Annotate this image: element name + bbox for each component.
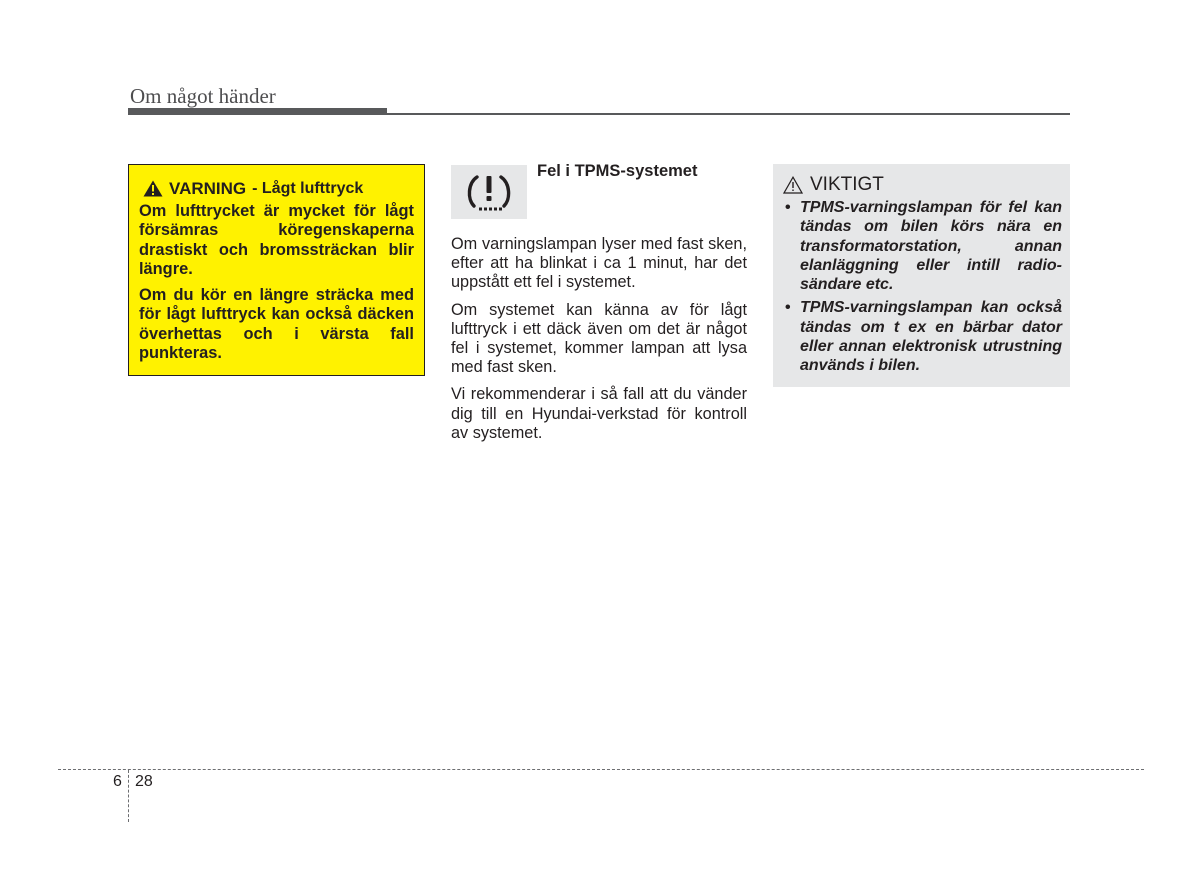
chapter-number: 6 <box>113 773 122 790</box>
footer-rule <box>58 769 1144 770</box>
page-header-title: Om något händer <box>130 84 276 108</box>
body-paragraph: Om systemet kan känna av för lågt lufttryck i ett däck även om det är något fel i systemet, kommer lampan att lysa med fast sken. <box>451 300 747 377</box>
warning-paragraph: Om du kör en längre sträcka med för lågt lufttryck kan också däcken överhettas och i värsta fall punkteras. <box>139 285 414 362</box>
header-rule-thick <box>128 108 387 115</box>
warning-heading <box>139 179 414 199</box>
tpms-body-text <box>451 235 747 451</box>
caution-triangle-icon <box>783 176 803 194</box>
list-item-text: TPMS-varningslampan kan också tändas om t ex en bärbar dator eller annan elektronisk utrustning används i bilen. <box>800 299 1062 375</box>
important-list <box>783 198 1062 376</box>
bullet-icon: • <box>785 299 791 317</box>
body-paragraph: Vi rekommenderar i så fall att du vänder dig till en Hyundai-verkstad för kontroll av systemet. <box>451 385 747 442</box>
important-heading <box>783 174 1062 196</box>
warning-paragraph: Om lufttrycket är mycket för lågt försämras köregenskaperna drastiskt och bromssträckan blir längre. <box>139 201 414 278</box>
warning-subtitle: - Lågt lufttryck <box>252 180 364 197</box>
list-item-text: TPMS-varningslampan för fel kan tändas om bilen körs nära en transformatorstation, annan elanläggning eller intill radio- sändare etc. <box>800 199 1062 294</box>
warning-box <box>128 164 425 376</box>
bullet-icon: • <box>785 199 791 216</box>
list-item <box>783 198 1062 294</box>
warning-triangle-icon <box>143 180 163 197</box>
tpms-section-heading: Fel i TPMS-systemet <box>537 162 698 180</box>
page-number: 28 <box>135 773 153 790</box>
header-rule-thin <box>387 113 1070 115</box>
footer-divider <box>128 770 129 822</box>
body-paragraph: Om varningslampan lyser med fast sken, efter att ha blinkat i ca 1 minut, har det uppstått ett fel i systemet. <box>451 235 747 292</box>
important-title: VIKTIGT <box>810 174 884 195</box>
tpms-warning-icon <box>451 165 527 219</box>
important-note-box <box>773 164 1070 387</box>
list-item <box>783 298 1062 375</box>
warning-label: VARNING <box>169 179 247 198</box>
